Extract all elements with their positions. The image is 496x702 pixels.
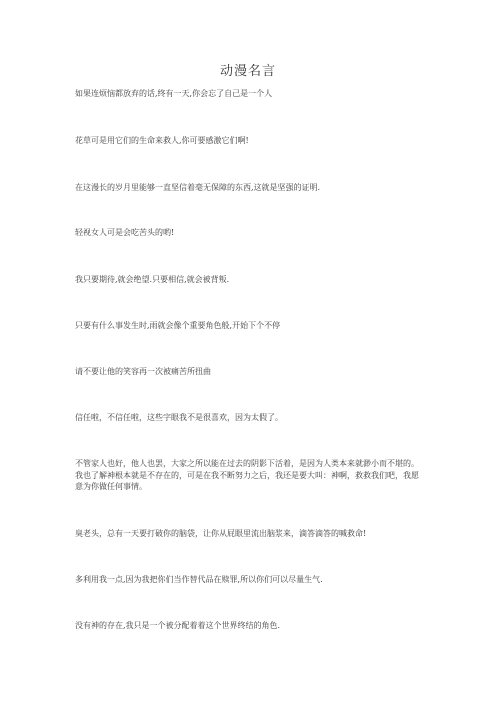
- quote-item: 信任啦，不信任啦，这些字眼我不是很喜欢，因为太假了。: [75, 413, 283, 422]
- quote-item: 轻视女人可是会吃苦头的哟!: [75, 228, 175, 237]
- quote-item: 臭老头，总有一天要打破你的脑袋，让你从屁眼里流出脑浆来，滴答滴答的喊救命!: [75, 529, 367, 538]
- quote-item: 不管家人也好，他人也罢，大家之所以能在过去的阴影下活着，是因为人类本来就渺小而不堪的。我也了解神根本就是不存在的，可是在我不断努力之后，我还是要大叫：神啊，救救我们吧，我愿意为你做任何事情。: [75, 459, 419, 491]
- page-title: 动漫名言: [219, 64, 276, 79]
- quote-item: 在这漫长的岁月里能够一直坚信着毫无保障的东西,这就是坚强的证明.: [75, 183, 321, 192]
- quote-item: 没有神的存在,我只是一个被分配着着这个世界终结的角色.: [75, 621, 281, 630]
- quote-item: 请不要让他的笑容再一次被痛苦所扭曲: [75, 367, 211, 376]
- quote-item: 如果连烦恼都放弃的话,终有一天,你会忘了自己是一个人: [75, 89, 273, 98]
- quote-item: 只要有什么事发生时,雨就会像个重要角色般,开始下个不停: [75, 321, 281, 330]
- quote-item: 我只要期待,就会绝望.只要相信,就会被背叛.: [75, 275, 230, 284]
- quote-item: 多利用我一点,因为我把你们当作替代品在赎罪,所以你们可以尽量生气.: [75, 575, 323, 584]
- quote-item: 花草可是用它们的生命来救人,你可要感激它们啊!: [75, 136, 249, 145]
